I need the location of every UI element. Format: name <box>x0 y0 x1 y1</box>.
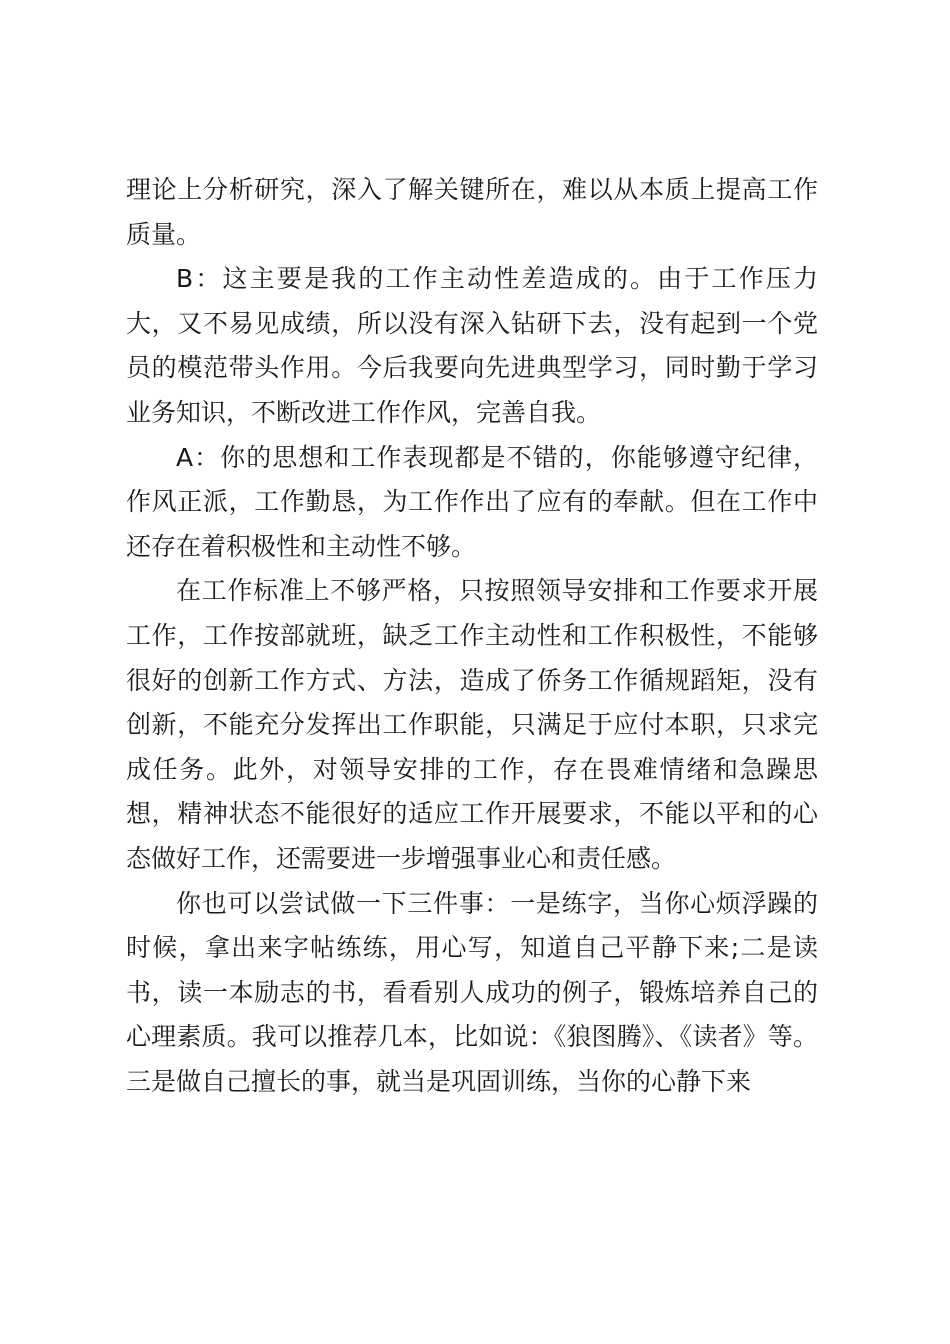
paragraph-a-comment: A：你的思想和工作表现都是不错的，你能够遵守纪律，作风正派，工作勤恳，为工作作出了应有的奉献。但在工作中还存在着积极性和主动性不够。 <box>126 442 818 561</box>
paragraph-three-things: 你也可以尝试做一下三件事：一是练字，当你心烦浮躁的时候，拿出来字帖练练，用心写，知道自己平静下来;二是读书，读一本励志的书，看看别人成功的例子，锻炼培养自己的心理素质。我可以推荐几本，比如说：《狼图腾》、《读者》等。三是做自己擅长的事，就当是巩固训练，当你的心静下来 <box>126 888 818 1096</box>
paragraph-work-standards: 在工作标准上不够严格，只按照领导安排和工作要求开展工作，工作按部就班，缺乏工作主动性和工作积极性，不能够很好的创新工作方式、方法，造成了侨务工作循规蹈矩，没有创新，不能充分发挥出工作职能，只满足于应付本职，只求完成任务。此外，对领导安排的工作，存在畏难情绪和急躁思想，精神状态不能很好的适应工作开展要求，不能以平和的心态做好工作，还需要进一步增强事业心和责任感。 <box>126 576 818 873</box>
paragraph-b-response: B：这主要是我的工作主动性差造成的。由于工作压力大，又不易见成绩，所以没有深入钻研下去，没有起到一个党员的模范带头作用。今后我要向先进典型学习，同时勤于学习业务知识，不断改进工作作风，完善自我。 <box>126 264 818 427</box>
document-body <box>126 168 818 1104</box>
paragraph-continuation: 理论上分析研究，深入了解关键所在，难以从本质上提高工作质量。 <box>126 175 818 249</box>
